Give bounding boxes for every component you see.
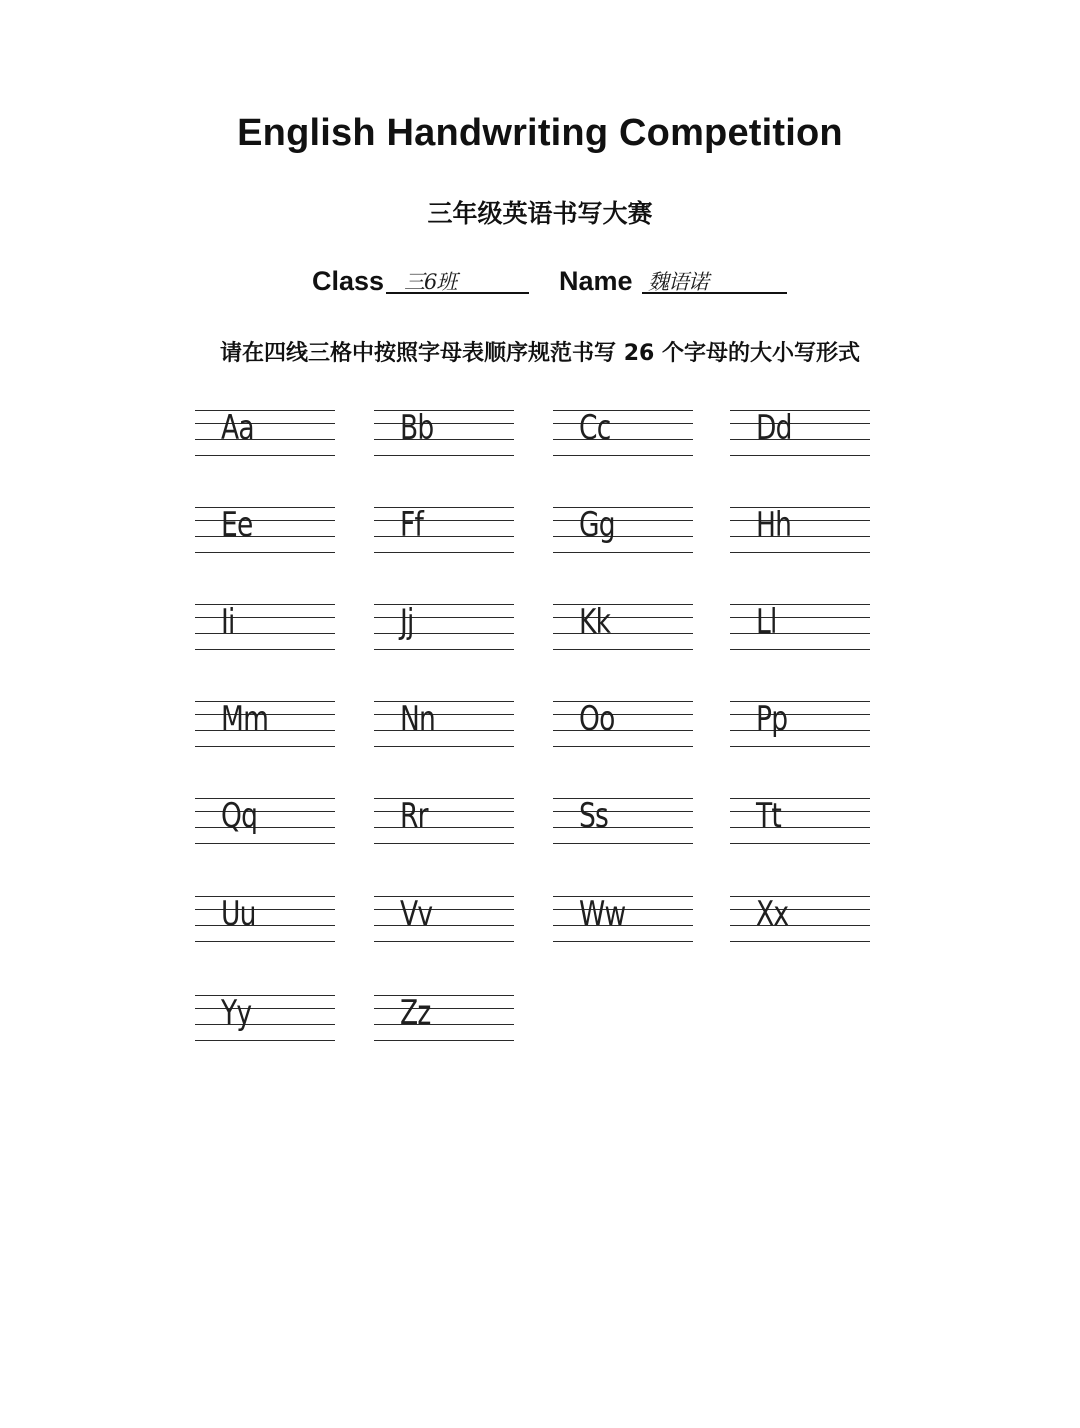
letter-pair: Yy <box>221 993 252 1033</box>
writing-cell <box>553 410 693 458</box>
writing-cell <box>374 995 514 1043</box>
writing-cell <box>730 896 870 944</box>
letter-pair: Ss <box>579 796 609 836</box>
writing-cell <box>195 604 335 652</box>
letter-pair: Ee <box>221 505 253 545</box>
writing-cell <box>730 798 870 846</box>
writing-cell <box>195 410 335 458</box>
letter-pair: Vv <box>400 894 433 934</box>
writing-cell <box>374 410 514 458</box>
letter-pair: Jj <box>400 602 414 642</box>
letter-pair: Xx <box>756 894 789 934</box>
letter-pair: Bb <box>400 408 434 448</box>
letter-pair: Nn <box>400 699 436 739</box>
writing-cell <box>553 604 693 652</box>
letter-pair: Ii <box>221 602 235 642</box>
letter-pair: Cc <box>579 408 611 448</box>
letter-pair: Uu <box>221 894 256 934</box>
letter-pair: Hh <box>756 505 792 545</box>
writing-cell <box>195 995 335 1043</box>
page-subtitle: 三年级英语书写大赛 <box>427 199 653 228</box>
writing-cell <box>195 507 335 555</box>
letter-pair: Pp <box>756 699 788 739</box>
writing-cell <box>730 701 870 749</box>
writing-cell <box>553 507 693 555</box>
letter-pair: Dd <box>756 408 792 448</box>
letter-pair: Qq <box>221 796 258 836</box>
writing-cell <box>374 896 514 944</box>
letter-pair: Aa <box>221 408 254 448</box>
writing-cell <box>553 798 693 846</box>
name-label: Name <box>559 266 633 296</box>
instruction-text: 请在四线三格中按照字母表顺序规范书写 26 个字母的大小写形式 <box>220 341 860 366</box>
letter-pair: Mm <box>221 699 269 739</box>
letter-pair: Gg <box>579 505 615 545</box>
letter-pair: Tt <box>756 796 782 836</box>
letter-pair: Kk <box>579 602 611 642</box>
writing-cell <box>553 896 693 944</box>
writing-cell <box>195 896 335 944</box>
writing-cell <box>730 604 870 652</box>
class-value: 三6班 <box>404 270 457 294</box>
letter-pair: Rr <box>400 796 428 836</box>
writing-cell <box>374 701 514 749</box>
writing-cell <box>730 410 870 458</box>
page-title: English Handwriting Competition <box>237 112 843 154</box>
writing-cell <box>374 507 514 555</box>
letter-pair: Ff <box>400 505 424 545</box>
writing-cell <box>374 604 514 652</box>
letter-pair: Ll <box>756 602 777 642</box>
writing-cell <box>195 701 335 749</box>
writing-cell <box>195 798 335 846</box>
letter-pair: Zz <box>400 993 431 1033</box>
letter-pair: Oo <box>579 699 615 739</box>
name-value: 魏语诺 <box>648 270 708 294</box>
letter-pair: Ww <box>579 894 626 934</box>
class-label: Class <box>312 266 385 296</box>
writing-cell <box>730 507 870 555</box>
writing-cell <box>553 701 693 749</box>
writing-cell <box>374 798 514 846</box>
